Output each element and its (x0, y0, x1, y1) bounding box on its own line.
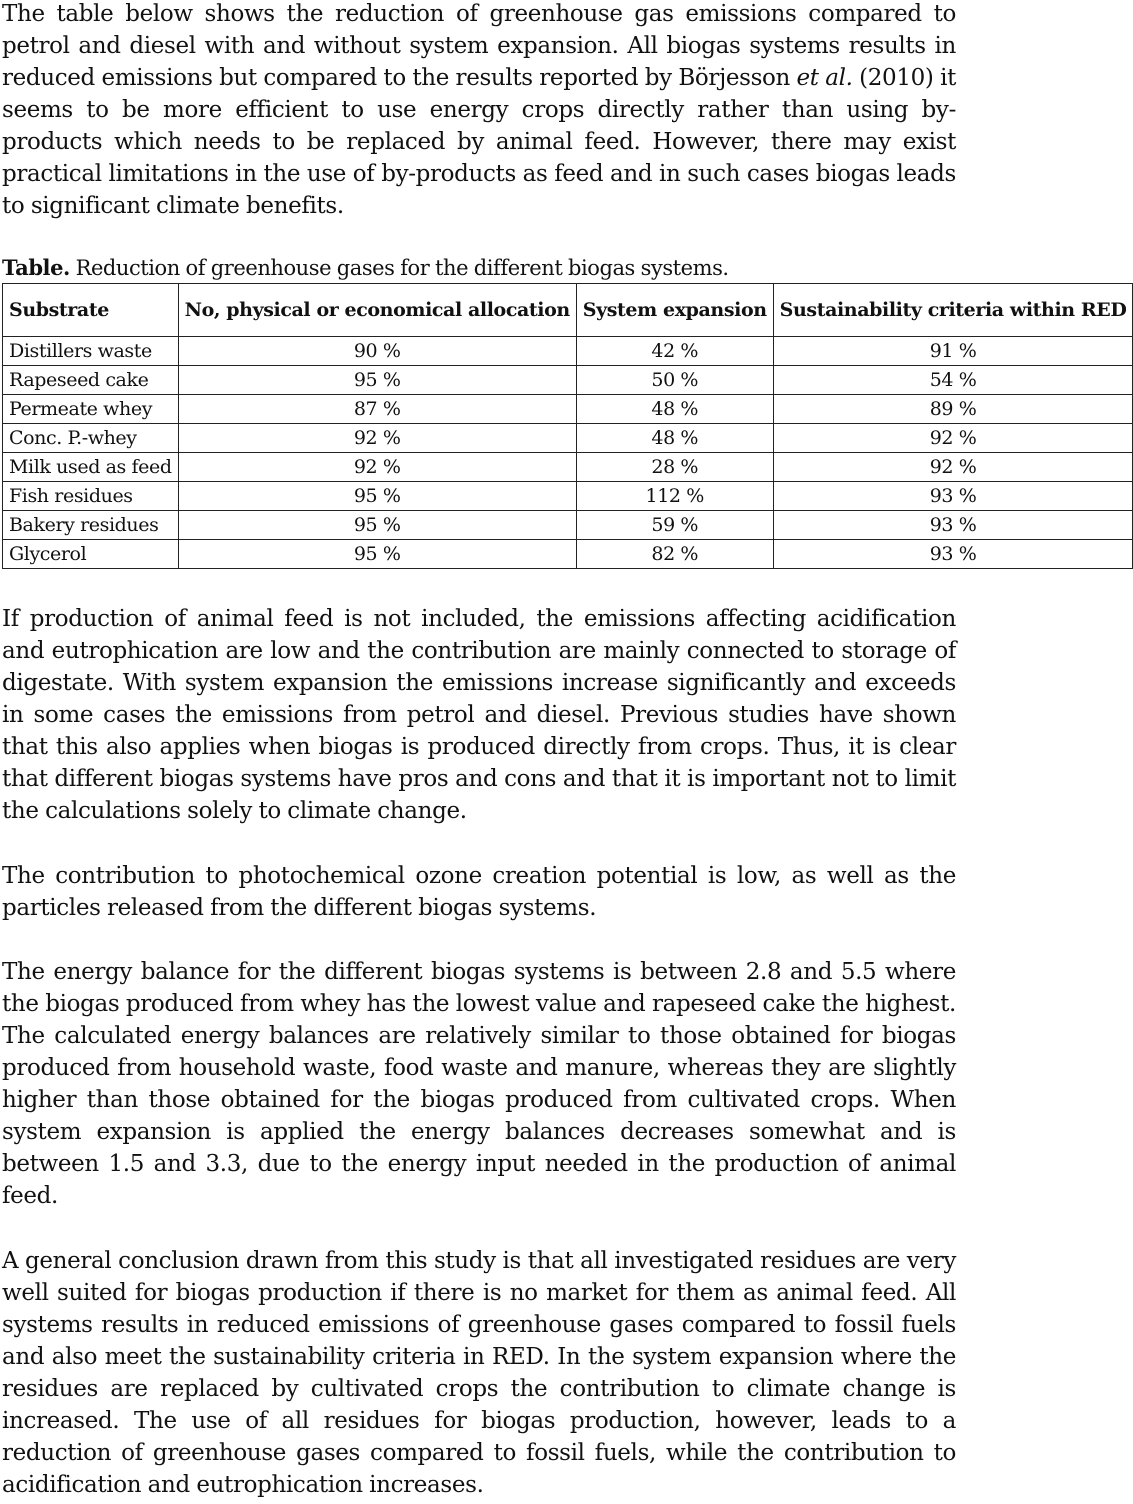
cell-system-expansion: 112 % (576, 482, 773, 511)
cell-allocation: 95 % (178, 511, 576, 540)
table-header-row (3, 284, 1133, 337)
cell-allocation: 90 % (178, 337, 576, 366)
cell-system-expansion: 42 % (576, 337, 773, 366)
cell-system-expansion: 50 % (576, 366, 773, 395)
cell-allocation: 95 % (178, 482, 576, 511)
intro-text-italic: et al. (796, 65, 853, 91)
cell-sustainability-red: 54 % (773, 366, 1133, 395)
table-row (3, 337, 1133, 366)
cell-system-expansion: 59 % (576, 511, 773, 540)
cell-system-expansion: 82 % (576, 540, 773, 569)
table-row (3, 453, 1133, 482)
header-sustainability-red: Sustainability criteria within RED (773, 284, 1133, 337)
cell-system-expansion: 48 % (576, 424, 773, 453)
cell-sustainability-red: 92 % (773, 453, 1133, 482)
table-caption (2, 254, 956, 282)
intro-text-start: The table below shows the reduction of greenhouse gas emissions compared to petrol and diesel with and without system expansion. All biogas systems results in reduced emissions but compared to the results reported by Börjesson (2, 1, 956, 91)
cell-allocation: 95 % (178, 366, 576, 395)
cell-substrate: Conc. P.-whey (3, 424, 179, 453)
cell-substrate: Milk used as feed (3, 453, 179, 482)
emissions-table (2, 283, 1133, 569)
cell-sustainability-red: 93 % (773, 482, 1133, 511)
cell-system-expansion: 48 % (576, 395, 773, 424)
header-substrate: Substrate (3, 284, 179, 337)
cell-substrate: Glycerol (3, 540, 179, 569)
paragraph-energy-balance: The energy balance for the different biogas systems is between 2.8 and 5.5 where the biogas produced from whey has the lowest value and rapeseed cake the highest. The calculated energy balances are relatively similar to those obtained for biogas produced from household waste, food waste and manure, whereas they are slightly higher than those obtained for the biogas produced from cultivated crops. When system expansion is applied the energy balances decreases somewhat and is between 1.5 and 3.3, due to the energy input needed in the production of animal feed. (2, 959, 956, 1209)
cell-substrate: Permeate whey (3, 395, 179, 424)
table-row (3, 482, 1133, 511)
header-system-expansion: System expansion (576, 284, 773, 337)
paragraph-acidification: If production of animal feed is not included, the emissions affecting acidification and eutrophication are low and the contribution are mainly connected to storage of digestate. With system expansion the emissions increase significantly and exceeds in some cases the emissions from petrol and diesel. Previous studies have shown that this also applies when biogas is produced directly from crops. Thus, it is clear that different biogas systems have pros and cons and that it is important not to limit the calculations solely to climate change. (2, 606, 956, 824)
cell-sustainability-red: 93 % (773, 511, 1133, 540)
cell-allocation: 92 % (178, 453, 576, 482)
cell-sustainability-red: 92 % (773, 424, 1133, 453)
cell-substrate: Rapeseed cake (3, 366, 179, 395)
intro-text-end: (2010) it seems to be more efficient to use energy crops directly rather than using by-products which needs to be replaced by animal feed. However, there may exist practical limitations in the use of by-products as feed and in such cases biogas leads to significant climate benefits. (2, 65, 956, 219)
cell-system-expansion: 28 % (576, 453, 773, 482)
header-allocation: No, physical or economical allocation (178, 284, 576, 337)
table-row (3, 395, 1133, 424)
cell-allocation: 87 % (178, 395, 576, 424)
table-row (3, 366, 1133, 395)
cell-allocation: 95 % (178, 540, 576, 569)
table-caption-label: Table. (2, 255, 70, 280)
table-row (3, 540, 1133, 569)
paragraph-ozone: The contribution to photochemical ozone creation potential is low, as well as the particles released from the different biogas systems. (2, 863, 956, 921)
cell-substrate: Distillers waste (3, 337, 179, 366)
intro-paragraph (2, 0, 956, 222)
table-row (3, 424, 1133, 453)
cell-allocation: 92 % (178, 424, 576, 453)
cell-sustainability-red: 91 % (773, 337, 1133, 366)
table-caption-text: Reduction of greenhouse gases for the different biogas systems. (69, 256, 729, 280)
cell-substrate: Fish residues (3, 482, 179, 511)
paragraph-conclusion: A general conclusion drawn from this study is that all investigated residues are very well suited for biogas production if there is no market for them as animal feed. All systems results in reduced emissions of greenhouse gases compared to fossil fuels and also meet the sustainability criteria in RED. In the system expansion where the residues are replaced by cultivated crops the contribution to climate change is increased. The use of all residues for biogas production, however, leads to a reduction of greenhouse gases compared to fossil fuels, while the contribution to acidification and eutrophication increases. (2, 1248, 956, 1498)
table-row (3, 511, 1133, 540)
cell-sustainability-red: 93 % (773, 540, 1133, 569)
cell-sustainability-red: 89 % (773, 395, 1133, 424)
cell-substrate: Bakery residues (3, 511, 179, 540)
